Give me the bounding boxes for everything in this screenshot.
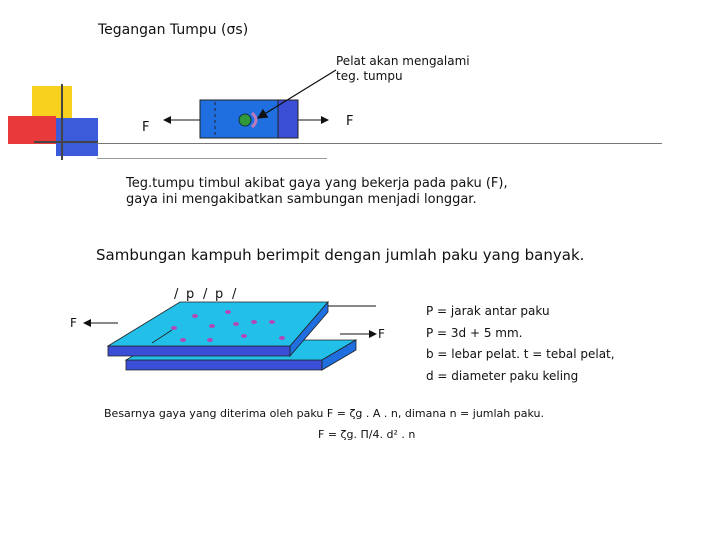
definition-diameter: d = diameter paku keling: [426, 369, 579, 383]
rivet-dot: [241, 334, 247, 338]
rivet-dot: [233, 322, 239, 326]
rivet-dot: [171, 326, 177, 330]
section-heading: Sambungan kampuh berimpit dengan jumlah paku yang banyak.: [96, 246, 585, 264]
rivet-dot: [251, 320, 257, 324]
rivet-dot: [269, 320, 275, 324]
rivet-dot: [279, 336, 285, 340]
formula-line-2: F = ζg. Π/4. d² . n: [318, 428, 416, 441]
formula-line-1: Besarnya gaya yang diterima oleh paku F = ζg . A . n, dimana n = jumlah paku.: [104, 407, 544, 420]
upper-plate-front: [108, 346, 290, 356]
pitch-mark-2: /: [203, 287, 208, 302]
rivet-icon: [239, 114, 251, 126]
force-right-label: F: [346, 114, 354, 129]
definition-pitch: P = jarak antar paku: [426, 304, 550, 318]
pitch-mark-3: /: [232, 287, 237, 302]
rivet-dot: [207, 338, 213, 342]
rivet-dot: [192, 314, 198, 318]
rivet-dot: [180, 338, 186, 342]
description-line-2: gaya ini mengakibatkan sambungan menjadi longgar.: [126, 192, 477, 207]
force-right-label-2: F: [378, 327, 385, 341]
callout-line-1: Pelat akan mengalami: [336, 54, 470, 68]
rivet-dot: [225, 310, 231, 314]
force-left-label-2: F: [70, 316, 77, 330]
pitch-label-2: p: [215, 287, 224, 302]
plate-end: [278, 100, 298, 138]
pitch-label-1: p: [186, 287, 195, 302]
pitch-mark-1: /: [174, 287, 179, 302]
lower-plate-side: [126, 360, 322, 370]
description-line-1: Teg.tumpu timbul akibat gaya yang bekerja pada paku (F),: [126, 176, 508, 191]
force-left-label: F: [142, 120, 150, 135]
definition-pitch-formula: P = 3d + 5 mm.: [426, 326, 523, 340]
callout-line-2: teg. tumpu: [336, 69, 403, 83]
rivet-dot: [209, 324, 215, 328]
page-title: Tegangan Tumpu (σs): [98, 22, 249, 38]
upper-plate-top: [108, 302, 328, 346]
definition-width-thickness: b = lebar pelat. t = tebal pelat,: [426, 347, 615, 361]
